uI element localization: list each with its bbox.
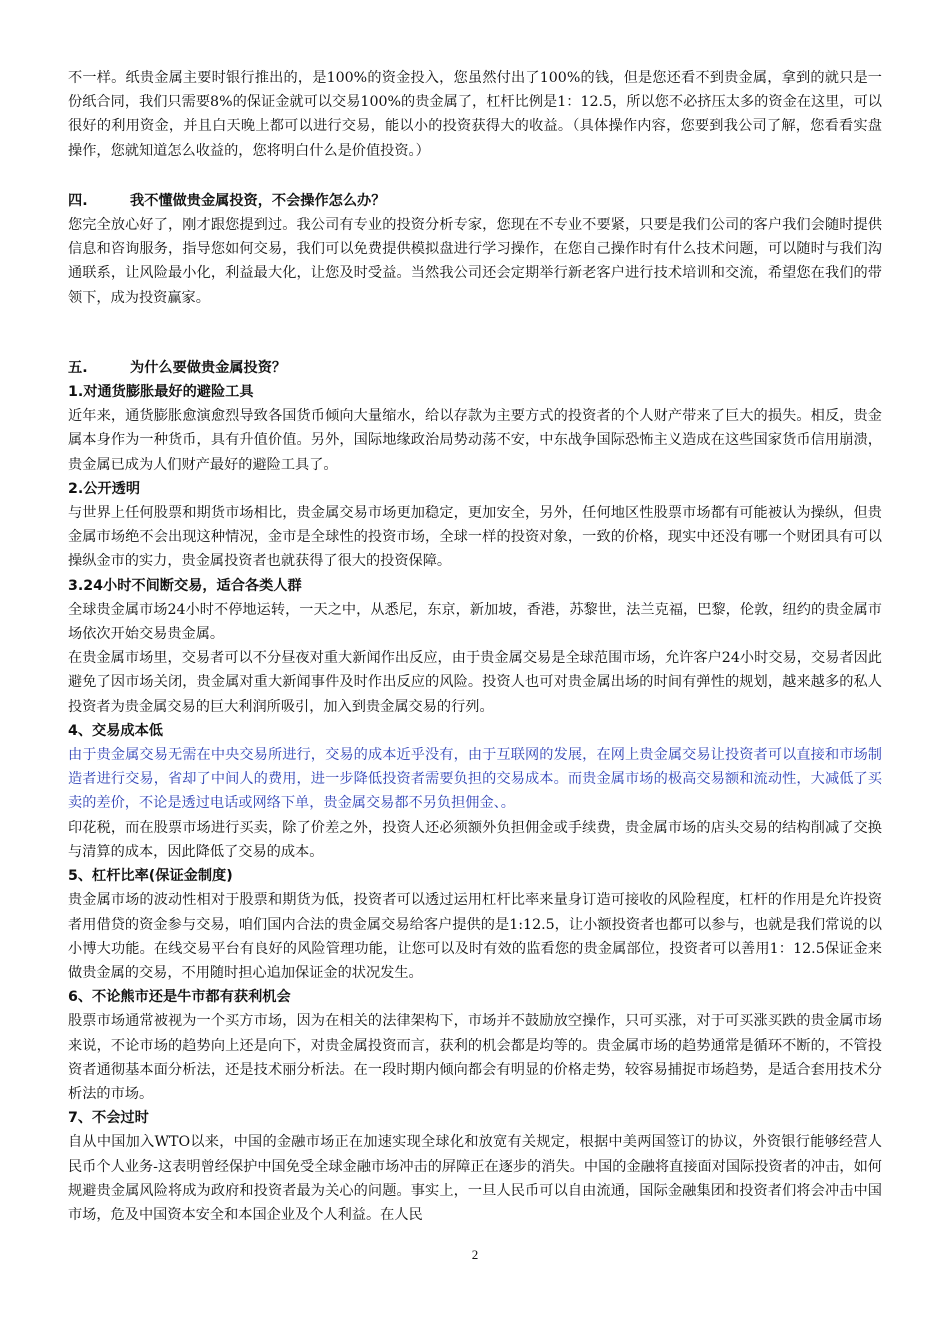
section-5-heading [68, 356, 882, 380]
intro-paragraph: 不一样。纸贵金属主要时银行推出的，是100%的资金投入，您虽然付出了100%的钱，但是您还看不到贵金属，拿到的就只是一份纸合同，我们只需要8%的保证金就可以交易100%的贵金属了，杠杆比例是1：12.5，所以您不必挤压太多的资金在这里，可以很好的利用资金，并且白天晚上都可以进行交易，能以小的投资获得大的收益。（具体操作内容，您要到我公司了解，您看看实盘操作，您就知道怎么收益的，您将明白什么是价值投资。） [68, 70, 882, 159]
item-7-body: 自从中国加入WTO以来，中国的金融市场正在加速实现全球化和放宽有关规定，根据中美两国签订的协议，外资银行能够经营人民币个人业务-这表明曾经保护中国免受全球金融市场冲击的屏障正在逐步的消失。中国的金融将直接面对国际投资者的冲击，如何规避贵金属风险将成为政府和投资者最为关心的问题。事实上，一旦人民币可以自由流通，国际金融集团和投资者们将会冲击中国市场，危及中国资本安全和本国企业及个人利益。在人民 [68, 1134, 882, 1223]
item-1-body: 近年来，通货膨胀愈演愈烈导致各国货币倾向大量缩水，给以存款为主要方式的投资者的个人财产带来了巨大的损失。相反，贵金属本身作为一种货币，具有升值价值。另外，国际地缘政治局势动荡不安，中东战争国际恐怖主义造成在这些国家货币信用崩溃，贵金属已成为人们财产最好的避险工具了。 [68, 408, 882, 473]
item-6-body: 股票市场通常被视为一个买方市场，因为在相关的法律架构下，市场并不鼓励放空操作，只可买涨，对于可买涨买跌的贵金属市场来说，不论市场的趋势向上还是向下，对贵金属投资而言，获利的机会都是均等的。贵金属市场的趋势通常是循环不断的，不管投资者通彻基本面分析法，还是技术丽分析法。在一段时期内倾向都会有明显的价格走势，较容易捕捉市场趋势，是适合套用技术分析法的市场。 [68, 1013, 882, 1102]
item-7-heading: 7、不会过时 [68, 1110, 149, 1127]
section-4-body: 您完全放心好了，刚才跟您提到过。我公司有专业的投资分析专家，您现在不专业不要紧，只要是我们公司的客户我们会随时提供信息和咨询服务，指导您如何交易，我们可以免费提供模拟盘进行学习操作，在您自己操作时有什么技术问题，可以随时与我们沟通联系，让风险最小化，利益最大化，让您及时受益。当然我公司还会定期举行新老客户进行技术培训和交流，希望您在我们的带领下，成为投资赢家。 [68, 217, 882, 306]
item-3-heading: 3.24小时不间断交易，适合各类人群 [68, 577, 302, 594]
item-1-heading: 1.对通货膨胀最好的避险工具 [68, 384, 254, 401]
item-5-heading: 5、杠杆比率(保证金制度) [68, 868, 233, 885]
section-5-number: 五. [68, 359, 88, 376]
item-3-body-2: 在贵金属市场里，交易者可以不分昼夜对重大新闻作出反应，由于贵金属交易是全球范围市场，允许客户24小时交易，交易者因此避免了因市场关闭，贵金属对重大新闻事件及时作出反应的风险。投资人也可对贵金属出场的时间有弹性的规划，越来越多的私人投资者为贵金属交易的巨大利润所吸引，加入到贵金属交易的行列。 [68, 650, 882, 715]
item-4-heading: 4、交易成本低 [68, 722, 163, 739]
item-5-body: 贵金属市场的波动性相对于股票和期货为低，投资者可以透过运用杠杆比率来量身订造可接收的风险程度，杠杆的作用是允许投资者用借贷的资金参与交易，咱们国内合法的贵金属交易给客户提供的是1:12.5，让小额投资者也都可以参与，也就是我们常说的以小博大功能。在线交易平台有良好的风险管理功能，让您可以及时有效的监看您的贵金属部位，投资者可以善用1：12.5保证金来做贵金属的交易，不用随时担心追加保证金的状况发生。 [68, 892, 882, 981]
item-6-heading: 6、不论熊市还是牛市都有获利机会 [68, 989, 291, 1006]
item-2-heading: 2.公开透明 [68, 480, 141, 497]
page-number: 2 [471, 1247, 479, 1262]
item-4-body: 印花税，而在股票市场进行买卖，除了价差之外，投资人还必须额外负担佣金或手续费，贵金属市场的店头交易的结构削减了交换与清算的成本，因此降低了交易的成本。 [68, 819, 882, 860]
section-4-title: 我不懂做贵金属投资，不会操作怎么办？ [130, 192, 386, 209]
document-page [68, 66, 882, 1227]
item-3-body: 全球贵金属市场24小时不停地运转，一天之中，从悉尼，东京，新加坡，香港，苏黎世，法兰克福，巴黎，伦敦，纽约的贵金属市场依次开始交易贵金属。 [68, 601, 882, 643]
section-5-title: 为什么要做贵金属投资？ [130, 359, 287, 376]
item-4-body-highlight: 由于贵金属交易无需在中央交易所进行，交易的成本近乎没有，由于互联网的发展，在网上贵金属交易让投资者可以直接和市场制造者进行交易，省却了中间人的费用，进一步降低投资者需要负担的交易成本。而贵金属市场的极高交易额和流动性，大减低了买卖的差价，不论是透过电话或网络下单，贵金属交易都不另负担佣金、。 [68, 747, 882, 812]
section-4-heading [68, 189, 882, 213]
section-4-number: 四. [68, 192, 88, 209]
item-2-body: 与世界上任何股票和期货市场相比，贵金属交易市场更加稳定，更加安全，另外，任何地区性股票市场都有可能被认为操纵，但贵金属市场绝不会出现这种情况，金市是全球性的投资市场，全球一样的投资对象，一致的价格，现实中还没有哪一个财团具有可以操纵金市的实力，贵金属投资者也就获得了很大的投资保障。 [68, 505, 882, 570]
